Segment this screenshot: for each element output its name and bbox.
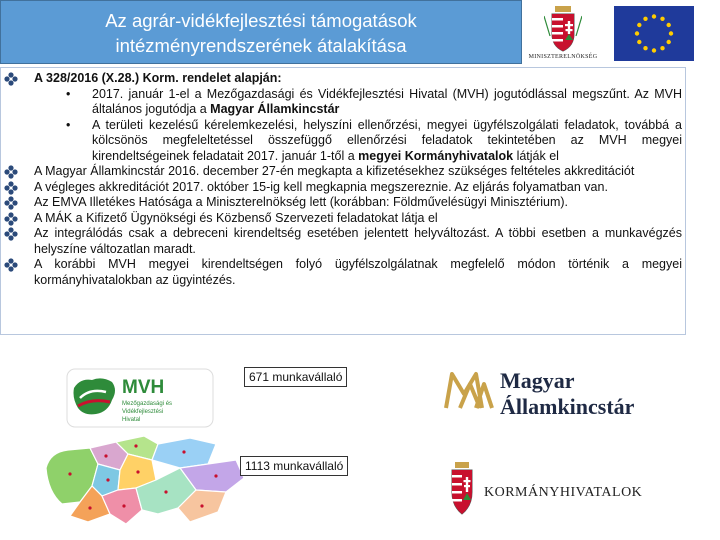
diamond-bullet-icon bbox=[4, 165, 18, 179]
list-item bbox=[4, 195, 682, 211]
list-item bbox=[4, 257, 682, 288]
decree-reference: A 328/2016 (X.28.) Korm. rendelet alapján: bbox=[34, 71, 282, 85]
sub-bullet-icon: • bbox=[66, 86, 71, 101]
mak-name-line-2: Államkincstár bbox=[500, 394, 635, 419]
mvh-logo bbox=[66, 368, 214, 428]
list-item-text: A végleges akkreditációt 2017. október 15-ig kell megkapnia megszereznie. Az eljárás folyamatban van. bbox=[34, 179, 608, 194]
list-item-text: A korábbi MVH megyei kirendeltségen folyó ügyfélszolgálatnak megfelelő módon történik a megyei kormányhivatalokban az ügyintézés. bbox=[34, 257, 682, 287]
hungarian-coat-of-arms-icon bbox=[544, 6, 582, 52]
diamond-bullet-icon bbox=[4, 181, 18, 195]
eu-flag-icon bbox=[614, 6, 694, 61]
sub-list-item bbox=[4, 118, 682, 165]
list-item bbox=[4, 211, 682, 227]
mak-staff-count: 671 munkavállaló bbox=[244, 367, 347, 387]
mvh-name-line-2: Vidékfejlesztési bbox=[122, 409, 164, 415]
sub-item-text: A területi kezelésű kérelemkezelési, helyszíni ellenőrzési, megyei ügyfélszolgálati feladatok, továbbá a kölcsönös megfeleltetéssel összefüggő ellenőrzési feladatok tekintetében az MVH megyei kirendeltségeinek feladatait 2017. január 1-től a bbox=[92, 117, 682, 163]
sub-item-text-end: látják el bbox=[516, 148, 559, 163]
mak-name-line-1: Magyar bbox=[500, 368, 575, 393]
sub-bullet-icon: • bbox=[66, 117, 71, 132]
mvh-name-line-1: Mezőgazdasági és bbox=[122, 401, 173, 407]
sub-item-bold: Magyar Államkincstár bbox=[210, 102, 340, 116]
hungarian-coat-of-arms-icon bbox=[452, 462, 472, 514]
mak-emblem-icon bbox=[446, 374, 492, 408]
mak-logo bbox=[442, 356, 692, 422]
list-item-text: A Magyar Államkincstár 2016. december 27-én megkapta a kifizetésekhez szükséges feltételes akkreditációt bbox=[34, 164, 635, 178]
kormanyhivatalok-logo bbox=[446, 460, 696, 526]
list-item bbox=[4, 226, 682, 257]
title-line-2: intézményrendszerének átalakítása bbox=[115, 35, 407, 56]
diamond-bullet-icon bbox=[4, 72, 18, 86]
diamond-bullet-icon bbox=[4, 212, 18, 226]
mvh-abbr: MVH bbox=[122, 377, 165, 398]
ministry-label: MINISZTERELNÖKSÉG bbox=[528, 54, 598, 60]
list-item bbox=[4, 164, 682, 180]
map-county-south bbox=[102, 488, 142, 524]
kh-name: KORMÁNYHIVATALOK bbox=[484, 485, 643, 500]
diamond-bullet-icon bbox=[4, 196, 18, 210]
mvh-name-line-3: Hivatal bbox=[122, 417, 141, 423]
list-item-text: A MÁK a Kifizető Ügynökségi és Közbenső Szervezeti feladatokat látja el bbox=[34, 210, 438, 225]
kh-staff-count: 1113 munkavállaló bbox=[240, 456, 348, 476]
sub-item-text: 2017. január 1-el a Mezőgazdasági és Vidékfejlesztési Hivatal (MVH) jogutódlással megszűnt. Az MVH általános jogutódja a bbox=[92, 86, 682, 116]
slide-title bbox=[0, 0, 522, 64]
sub-item-bold: megyei Kormányhivatalok bbox=[358, 148, 514, 163]
bullet-list bbox=[4, 71, 682, 288]
sub-list-item bbox=[4, 87, 682, 118]
list-item-text: Az integrálódás csak a debreceni kirendeltség esetében jelentett helyváltozást. A többi esetben a munkavégzés helyszíne változatlan maradt. bbox=[34, 226, 682, 256]
list-item bbox=[4, 180, 682, 196]
diamond-bullet-icon bbox=[4, 227, 18, 241]
list-item-text: Az EMVA Illetékes Hatósága a Miniszterelnökség lett (korábban: Földművelésügyi Minisztérium). bbox=[34, 195, 569, 209]
ministry-logo bbox=[522, 6, 604, 66]
list-item bbox=[4, 71, 682, 87]
diamond-bullet-icon bbox=[4, 258, 18, 272]
title-line-1: Az agrár-vidékfejlesztési támogatások bbox=[105, 10, 417, 31]
hungary-counties-map bbox=[40, 430, 250, 530]
